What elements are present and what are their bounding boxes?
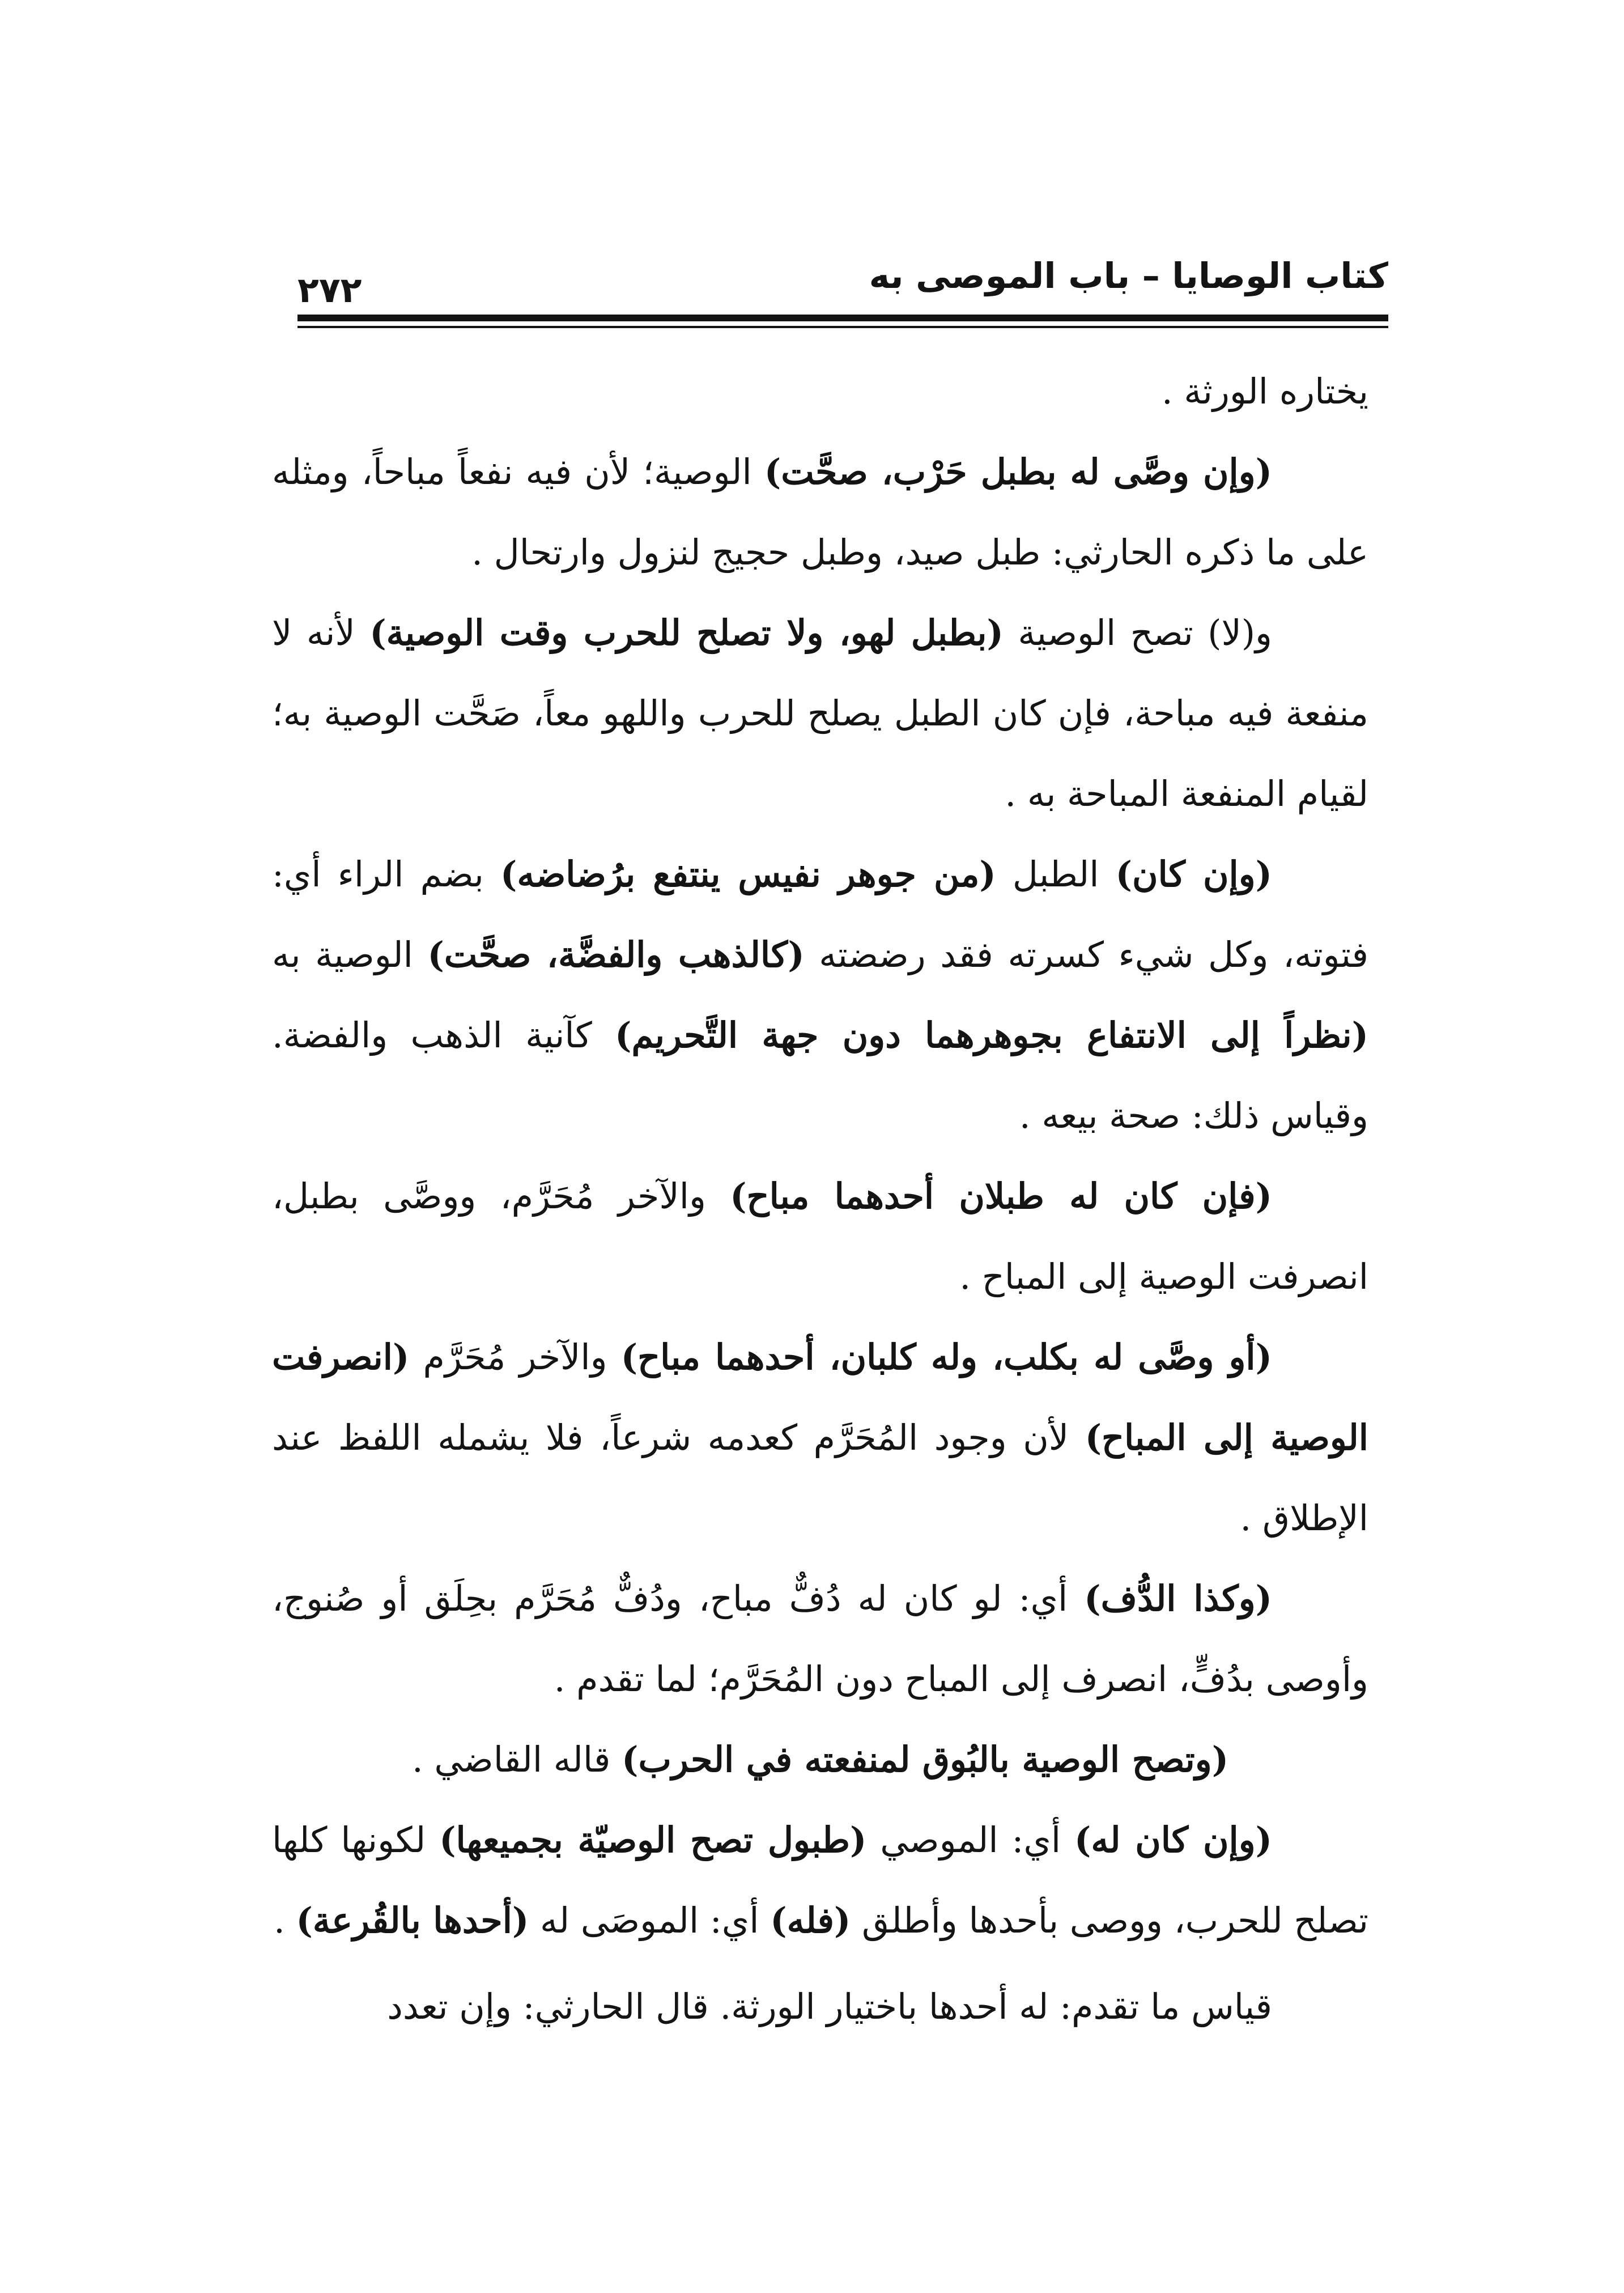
paragraph: [272, 834, 1368, 1156]
text-run: يختاره الورثة .: [1161, 371, 1368, 412]
matn-text: (كالذهب والفضَّة، صحَّت): [427, 934, 805, 975]
running-header-title: كتاب الوصايا – باب الموصى به: [869, 255, 1388, 296]
paragraph: [272, 1317, 1368, 1559]
sharh-text: قاله القاضي .: [411, 1739, 622, 1780]
page-number: ٢٧٢: [297, 269, 362, 311]
paragraph: [272, 1559, 1368, 1719]
matn-text: (من جوهر نفيس ينتفع برُضاضه): [500, 853, 996, 895]
page-body: [272, 351, 1368, 2047]
sharh-text: أي: الموصَى له: [529, 1900, 771, 1941]
matn-text: (نظراً إلى الانتفاع بجوهرهما دون جهة التَّحريم): [615, 1014, 1369, 1056]
sharh-text: و(لا) تصح الوصية: [1003, 612, 1272, 653]
sharh-text: والآخر مُحَرَّم: [409, 1336, 621, 1378]
sharh-text: .: [274, 1900, 296, 1941]
paragraph: [272, 593, 1368, 834]
matn-text: (طبول تصح الوصيّة بجميعها): [439, 1819, 867, 1861]
paragraph: [272, 1719, 1368, 1800]
matn-text: (فله): [770, 1900, 851, 1941]
sharh-text: لأن وجود المُحَرَّم كعدمه شرعاً، فلا يشمله اللفظ عند الإطلاق .: [272, 1417, 1368, 1539]
header-rule-thick: [297, 315, 1388, 321]
page-header: [297, 247, 1388, 332]
matn-text: (وإن وصَّى له بطبل حَرْب، صحَّت): [764, 451, 1272, 492]
paragraph: [272, 1800, 1368, 1961]
matn-text: (أحدها بالقُرعة): [296, 1900, 529, 1941]
paragraph: [272, 351, 1368, 432]
matn-text: (وإن كان): [1115, 853, 1272, 895]
text-run: قياس ما تقدم: له أحدها باختيار الورثة. قال الحارثي: وإن تعدد: [387, 1986, 1272, 2027]
paragraph: [272, 1967, 1368, 2047]
matn-text: (وتصح الوصية بالبُوق لمنفعته في الحرب): [622, 1739, 1229, 1780]
sharh-text: بضم الراء أي: فتوته، وكل شيء كسرته فقد رضضته: [272, 853, 1368, 975]
sharh-text: الطبل: [996, 853, 1116, 895]
sharh-text: أي: لو كان له دُفٌّ مباح، ودُفٌّ مُحَرَّم بحِلَق أو صُنوج، وأوصى بدُفٍّ، انصرف إلى المباح دون المُحَرَّم؛ لما تقدم .: [272, 1578, 1368, 1700]
sharh-text: كآنية الذهب والفضة. وقياس ذلك: صحة بيعه .: [272, 1014, 1368, 1136]
sharh-text: الوصية؛ لأن فيه نفعاً مباحاً، ومثله على ما ذكره الحارثي: طبل صيد، وطبل حجيج لنزول وارتحال .: [272, 451, 1368, 573]
sharh-text: الوصية به: [272, 934, 428, 975]
paragraph: [272, 1156, 1368, 1317]
matn-text: (بطبل لهو، ولا تصلح للحرب وقت الوصية): [369, 612, 1004, 653]
sharh-text: والآخر مُحَرَّم، ووصَّى بطبل، انصرفت الوصية إلى المباح .: [272, 1175, 1368, 1297]
sharh-text: أي: الموصي: [866, 1819, 1075, 1861]
matn-text: (أو وصَّى له بكلب، وله كلبان، أحدهما مباح): [620, 1336, 1272, 1378]
sharh-text: لكونها كلها تصلح للحرب، ووصى بأحدها وأطلق: [272, 1819, 1368, 1941]
paragraph: [272, 432, 1368, 593]
matn-text: (وكذا الدُّف): [1084, 1578, 1272, 1619]
matn-text: (فإن كان له طبلان أحدهما مباح): [730, 1175, 1272, 1217]
matn-text: (وإن كان له): [1074, 1819, 1273, 1861]
header-rule-thin: [297, 326, 1388, 328]
sharh-text: لأنه لا منفعة فيه مباحة، فإن كان الطبل يصلح للحرب واللهو معاً، صَحَّت الوصية به؛ لقيام المنفعة المباحة به .: [272, 612, 1368, 814]
matn-text: (انصرفت الوصية إلى المباح): [272, 1336, 1368, 1458]
